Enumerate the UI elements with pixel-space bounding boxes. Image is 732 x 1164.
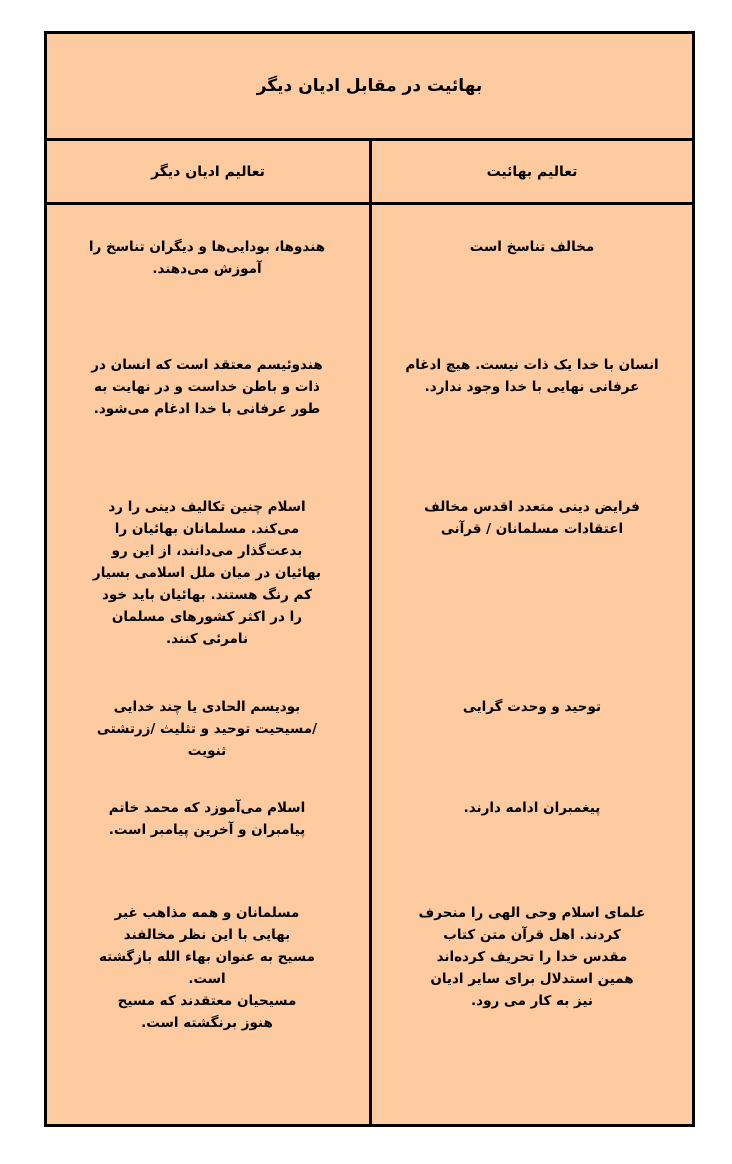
bahai-cell-6: علمای اسلام وحی الهی را منحرف کردند. اهل قرآن متن کتاب مقدس خدا را تحریف کرده‌اند همین استدلال برای سایر ادیان نیز به کار می رود. — [418, 905, 646, 1009]
header-other-religions: تعالیم ادیان دیگر — [151, 163, 265, 180]
other-cell-1: هندوها، بودایی‌ها و دیگران تناسخ را آموزش می‌دهند. — [88, 239, 326, 277]
header-bahai: تعالیم بهائیت — [486, 163, 578, 180]
other-cell-6: مسلمانان و همه مذاهب غیر بهایی با این نظر مخالفند مسیح به عنوان بهاء الله بازگشته است. مسیحیان معتقدند که مسیح هنوز برنگشته است. — [99, 905, 315, 1031]
bahai-cell-3: فرایض دینی متعدد اقدس مخالف اعتقادات مسلمانان / قرآنی — [424, 499, 640, 537]
table-title: بهائیت در مقابل ادیان دیگر — [256, 76, 483, 96]
other-cell-5: اسلام می‌آموزد که محمد خاتم پیامبران و آخرین پیامبر است. — [108, 800, 306, 838]
title-row — [47, 34, 692, 141]
bahai-cell-2: انسان با خدا یک ذات نیست. هیچ ادغام عرفانی نهایی با خدا وجود ندارد. — [405, 357, 659, 395]
other-cell-2: هندوئیسم معتقد است که انسان در ذات و باطن خداست و در نهایت به طور عرفانی با خدا ادغام می‌شود. — [91, 357, 323, 417]
other-cell-4: بودیسم الحادی یا چند خدایی /مسیحیت توحید و تثلیث /زرتشتی ثنویت — [96, 699, 318, 759]
bahai-cell-4: توحید و وحدت گرایی — [462, 699, 602, 715]
bahai-cell-1: مخالف تناسخ است — [469, 239, 595, 255]
other-cell-3: اسلام چنین تکالیف دینی را رد می‌کند. مسلمانان بهائیان را بدعت‌گذار می‌دانند، از این رو بهائیان در میان ملل اسلامی بسیار کم رنگ هستند. بهائیان باید خود را در اکثر کشورهای مسلمان نامرئی کنند. — [92, 499, 322, 647]
bahai-cell-5: پیغمبران ادامه دارند. — [463, 800, 601, 816]
column-divider — [369, 141, 372, 1124]
comparison-table — [44, 31, 695, 1127]
